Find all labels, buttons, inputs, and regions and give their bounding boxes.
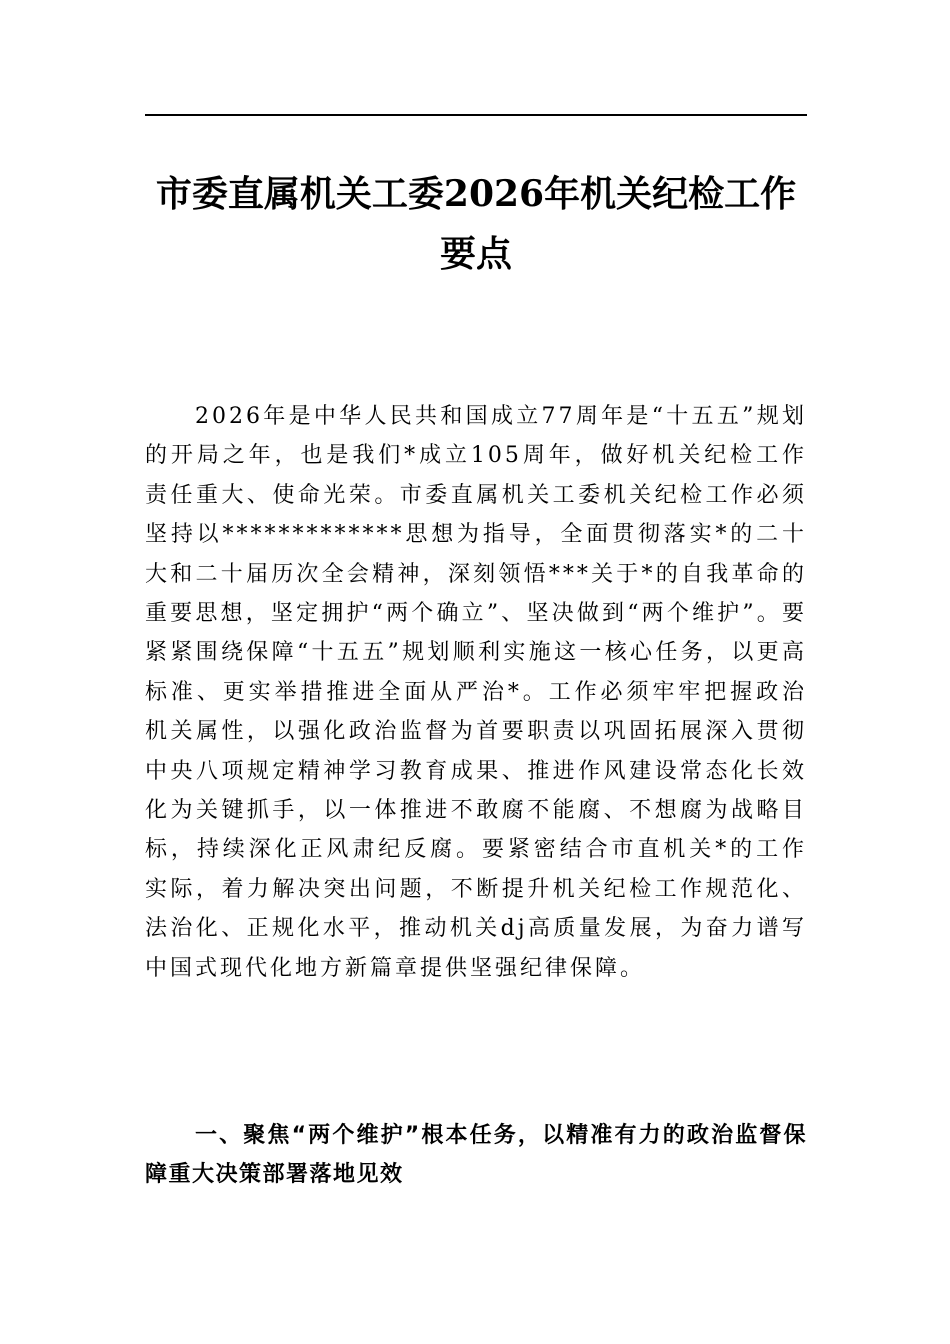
- intro-paragraph: 2026年是中华人民共和国成立77周年是“十五五”规划的开局之年，也是我们*成立105周年，做好机关纪检工作责任重大、使命光荣。市委直属机关工委机关纪检工作必须坚持以*************思想为指导，全面贯彻落实*的二十大和二十届历次全会精神，深刻领悟***关于*的自我革命的重要思想，坚定拥护“两个确立”、坚决做到“两个维护”。要紧紧围绕保障“十五五”规划顺利实施这一核心任务，以更高标准、更实举措推进全面从严治*。工作必须牢牢把握政治机关属性，以强化政治监督为首要职责以巩固拓展深入贯彻中央八项规定精神学习教育成果、推进作风建设常态化长效化为关键抓手，以一体推进不敢腐不能腐、不想腐为战略目标，持续深化正风肃纪反腐。要紧密结合市直机关*的工作实际，着力解决突出问题，不断提升机关纪检工作规范化、法治化、正规化水平，推动机关dj高质量发展，为奋力谱写中国式现代化地方新篇章提供坚强纪律保障。: [145, 404, 807, 981]
- section-heading-1: 一、聚焦“两个维护”根本任务，以精准有力的政治监督保障重大决策部署落地见效: [145, 1123, 807, 1187]
- document-title: 市委直属机关工委2026年机关纪检工作要点: [155, 173, 797, 275]
- header-rule: [145, 114, 807, 116]
